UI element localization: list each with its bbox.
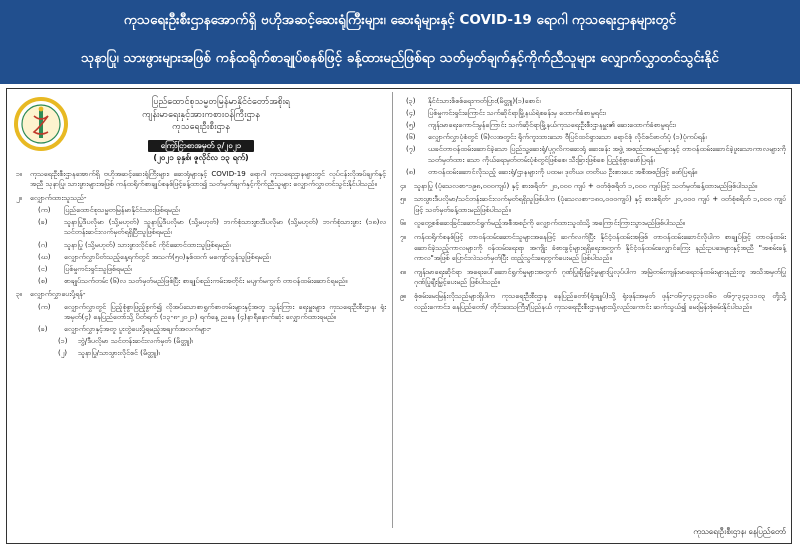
item-number: (၈) xyxy=(406,167,416,177)
headline-banner xyxy=(0,0,800,84)
item-number: (စ) xyxy=(38,275,48,285)
section-text: သူနာပြု (ပုံသေလစာ-၁၉၈,၀၀၀ကျပ်) နှင့် စားစရိတ်- ၂၀,၀၀၀ ကျပ် + ဝတ်စုံစရိတ် ၁,၀၀၀ ကျပ်ဖြင့် သတ်မှတ်ခန့်ထားမည်ဖြစ်ပါသည်။ xyxy=(414,180,758,190)
section-text: ကျန်းမာရေးဆိုင်ရာ အရေးပေါ်ဆောင်ရွက်မှုများအတွက် ဂုဏ်ပြုချီးမြှင့်မှုများပြုလုပ်ပါက အမြဲတမ်းကျန်းမာရေးဝန်ထမ်းများနည်းတူ အသိအမှတ်ပြု ဂုဏ်ပြုချီးမြှင့်ပေးမည် ဖြစ်ပါသည်။ xyxy=(414,266,786,287)
section-text: လူတွေ့စစ်ဆေးခြင်းဆောင်ရွက်မည့်အစီအစဉ်ကို လျှောက်ထားသူထံသို့ အကြောင်းကြားသွားမည်ဖြစ်ပါသည်။ xyxy=(414,218,686,228)
item-number: (ဂ) xyxy=(38,239,48,249)
section-number: ၁။ xyxy=(16,168,23,178)
item-text: လျှောက်လွှာပုံစံတွင် (၆)လအတွင်း ရိုက်ကူးထားသော ဗီပြင်ထင်ရှားသော ရောင်စုံ လိုင်စင်ဓာတ်ပုံ (၁)ပုံကပ်ရန်၊ xyxy=(428,132,707,142)
list-item xyxy=(16,324,386,335)
item-text: သူနာပြု (သို့မဟုတ်) သားဖွားလိုင်စင် ကိုင်ဆောင်ထားသူဖြစ်ရမည်၊ xyxy=(64,239,231,249)
section-text: ကန်ထရိုက်စနစ်ဖြင့် တာဝန်ထမ်းဆောင်သူများအနေဖြင့် ဆက်လက်ပြီး နိုင်ငံ့ဝန်ထမ်းအဖြစ် တာဝန်ထမ်းဆောင်လိုပါက စာချုပ်ဖြင့် တာဝန်ထမ်းဆောင်ခဲ့သည့်ကာလများကို ဝန်ထမ်းရေးရာ အကျိုး ခံစားခွင့်များရရှိရေးအတွက် နိုင်ငံ့ဝန်ထမ်းလျှောင်ကြေး နည်းဥပဒေများနှင့်အညီ "အစမ်းခန့်ကာလ"အဖြစ် ပြောင်းလဲသတ်မှတ်ပြီး ထည့်သွင်းရေတွက်ပေးမည် ဖြစ်ပါသည်။ xyxy=(414,232,786,263)
section-number: ၂။ xyxy=(16,192,22,202)
item-text: ကျန်းမာရေးကောင်းမွန်ကြောင်း သက်ဆိုင်ရာမြို့နယ်ကုသရေးဦးစီးဌာနမှူး၏ ဆေးထောက်ခံစာမူရင်း၊ xyxy=(428,120,676,130)
item-text: သူနာပြု/သားဖွားလိုင်စင် (မိတ္တူ)၊ xyxy=(78,348,160,358)
section-number: ၆။ xyxy=(400,218,407,228)
item-text: ပြစ်မှုကင်းရှင်းသူဖြစ်ရမည်၊ xyxy=(64,263,132,273)
section-1 xyxy=(16,169,386,190)
section-text: လျှောက်ထားသူသည်- xyxy=(30,192,87,202)
item-text: ယခင်တာဝန်ထမ်းဆောင်ခဲ့သော ပြည်သူ့ဆေးရုံ/ပုဂ္ဂလိကဆေးရုံ ဆေးခန်း အဖွဲ့ အစည်းအမည်များနှင့် တာဝန်ထမ်းဆောင်ခဲ့ဖူးသောကာလများကို သတ်မှတ်ထား သော ကိုယ်ရေးမှတ်တမ်းပုံစံတွင်ဖြစ်စေ၊ သီးခြားဖြစ်စေ ပြည့်စုံစွာဖော်ပြရန်၊ xyxy=(428,144,786,164)
section-7 xyxy=(400,232,786,264)
section-number: ၄။ xyxy=(400,180,407,190)
item-text: ပြည်ထောင်စုသမ္မတမြန်မာနိုင်ငံသားဖြစ်ရမည်၊ xyxy=(64,204,180,214)
item-number: (ဃ) xyxy=(38,251,51,261)
section-5 xyxy=(400,194,786,215)
list-item xyxy=(16,348,386,359)
item-text: လျှောက်လွှာပိတ်သည့်နေ့ရက်တွင် အသက်(၅၀)နှစ်ထက် မကျော်လွန်သူဖြစ်ရမည်၊ xyxy=(64,251,271,261)
list-item xyxy=(16,252,386,263)
announcement-date: (၂၀၂၁ ခုနှစ်၊ ဇူလိုင်လ ၁၃ ရက်) xyxy=(153,152,249,162)
list-item xyxy=(16,264,386,275)
list-item xyxy=(16,205,386,216)
header-ministry: ကျန်းမာရေးနှင့်အားကစားဝန်ကြီးဌာန xyxy=(142,109,260,120)
item-number: (က) xyxy=(38,204,51,214)
signature-department: ကုသရေးဦးစီးဌာန၊ နေပြည်တော် xyxy=(693,527,786,536)
item-text: သူနာပြုဒီပလိုမာ (သို့မဟုတ်) သူနာပြုဒီပလိုမာ (သို့မဟုတ်) ဘက်စုံသားဖွားဒီပလိုမာ (သို့မဟုတ်) ဘက်စုံသားဖွား (၁၈)လ သင်တန်းဆင်းလက်မှတ်ရရှိပြီးသူဖြစ်ရမည်၊ xyxy=(64,216,386,237)
section-text: လျှောက်လွှာပေးပို့ရန်- xyxy=(30,289,86,299)
item-number: (၇) xyxy=(406,144,416,154)
section-text: ကုသရေးဦးစီးဌာနအောက်ရှိ ဗဟိုအဆင့်ဆေးရုံကြီးများ၊ ဆေးရုံများနှင့် COVID-19 ရောဂါ ကုသရေးဌာနများတွင် လုပ်ငန်းလိုအပ်ချက်နှင့်အညီ သုနာပြု၊ သားဖွားများအဖြစ် ကန်ထရိုက်စာချုပ်စနစ်ဖြင့်ခန့်ထား၍ သတ်မှတ်ချက်နှင့်ကိုက်ညီသူများ လျှောက်လွှာတင်သွင်းနိုင်ပါသည်။ xyxy=(30,168,386,189)
item-text: စာချုပ်သက်တမ်း (၆)လ သတ်မှတ်မည်ဖြစ်ပြီး စာချုပ်စည်းကမ်းအတိုင်း မပျက်မကွက် တာဝန်ထမ်းဆောင်ရမည်။ xyxy=(64,275,348,285)
section-4 xyxy=(400,181,786,192)
item-text: လျှောက်လွှာတွင် ပြည့်စုံစွာဖြည့်စွက်၍ လိုအပ်သောစာရွက်စာတမ်းများနှင့်အတူ သွန်းကြား ရေးမှူးများ၊ ကုသရေးဦးစီးဌာန၊ ရုံးအမှတ်(၄) နေပြည်တော်သို့ ပိတ်ရက် (၁၃-၈-၂၀၂၁) ရက်နေ့ ညနေ (၄)နာရီနောက်ဆုံး လျှောက်ထားရမည်။ xyxy=(64,301,386,322)
item-number: (ခ) xyxy=(38,216,48,226)
list-item xyxy=(400,96,786,107)
column-divider xyxy=(392,92,393,528)
section-text: သားဖွားဒီပလိုမာ/သင်တန်းဆင်းလက်မှတ်ရရှိသူဖြစ်ပါက (ပုံသေလစာ-၁၈၀,၀၀၀ကျပ်) နှင့် စားစရိတ်- ၂၀,၀၀၀ ကျပ် + ဝတ်စုံစရိတ် ၁,၀၀၀ ကျပ်ဖြင့် သတ်မှတ်ခန့်ထားမည်ဖြစ်ပါသည်။ xyxy=(414,194,786,214)
headline-line-2: သုနာပြု၊ သားဖွားများအဖြစ် ကန်ထရိုက်စာချုပ်စနစ်ဖြင့် ခန့်ထားမည်ဖြစ်ရာ သတ်မှတ်ချက်နှင့်ကိုက်ညီသူများ လျှောက်လွှာတင်သွင်းနိုင် xyxy=(81,50,719,66)
item-text: လျှောက်လွှာနှင့်အတူ ပူးတွဲပေးပို့ရမည့်အချက်အလက်များ- xyxy=(64,324,212,334)
list-item xyxy=(16,336,386,347)
section-number: ၉။ xyxy=(400,291,407,300)
item-text: နိုင်ငံသားစိစစ်ရေးကတ်ပြား(မိတ္တူ)(၁)စောင်၊ xyxy=(428,96,541,105)
list-item xyxy=(16,240,386,251)
left-column xyxy=(16,96,386,361)
right-column xyxy=(400,96,786,314)
list-item xyxy=(400,167,786,178)
announcement-number: ကြော်ငြာစာအမှတ် ၃/၂၀၂၁ xyxy=(148,140,254,152)
section-number: ၅။ xyxy=(400,194,407,204)
item-number: (၆) xyxy=(406,132,416,142)
section-3-title xyxy=(16,289,386,300)
header-government: ပြည်ထောင်စုသမ္မတမြန်မာနိုင်ငံတော်အစိုးရ xyxy=(151,97,291,107)
section-text: စုံစမ်းမေးမြန်းလိုသည်များရှိပါက ကုသရေးဦးစီးဌာန နေပြည်တော်(ရုံးချုပ်)သို့ ရုံးဖုန်းအမှတ် ဖုန်း-၀၆၇-၃၄၃၁၀၆၀ ၀၆၇-၃၄၃၁၁၀၃ တို့သို့လည်းကောင်း၊ နေပြည်တော်/ တိုင်းဒေသကြီး/ပြည်နယ် ကုသရေးဦးစီးဌာနများသို့လည်းကောင်း ဆက်သွယ်၍ မေးမြန်းစုံစမ်းနိုင်ပါသည်။ xyxy=(414,291,786,311)
section-number: ၃။ xyxy=(16,289,23,299)
item-number: (၅) xyxy=(406,120,416,130)
item-text: ဘွဲ့/ဒီပလိုမာ သင်တန်းဆင်းလက်မှတ် (မိတ္တူ)၊ xyxy=(78,336,194,346)
headline-line-1: ကုသရေးဦးစီးဌာနအောက်ရှိ ဗဟိုအဆင့်ဆေးရုံကြီးများ၊ ဆေးရုံများနှင့် COVID-19 ရောဂါ ကုသရေးဌာနများတွင် xyxy=(123,12,677,28)
header-department: ကုသရေးဦးစီးဌာန xyxy=(172,122,230,132)
list-item xyxy=(400,108,786,119)
list-item xyxy=(16,217,386,238)
list-item xyxy=(400,120,786,131)
item-number: (၂) xyxy=(58,348,68,358)
section-number: ၈။ xyxy=(400,266,407,276)
item-number: (ခ) xyxy=(38,324,48,334)
section-6 xyxy=(400,218,786,229)
section-number: ၇။ xyxy=(400,232,407,242)
list-item xyxy=(400,132,786,143)
item-number: (က) xyxy=(38,301,51,311)
item-number: (၄) xyxy=(406,108,416,118)
item-number: (င) xyxy=(38,263,48,273)
list-item xyxy=(16,302,386,323)
section-2-title xyxy=(16,193,386,204)
section-9 xyxy=(400,291,786,312)
section-8 xyxy=(400,267,786,288)
item-text: တာဝန်ထမ်းဆောင်လိုသည့် ဆေးရုံ/ဌာနများကို ပထမ၊ ဒုတိယ၊ တတိယ ဦးစားပေး အစီအစဉ်ဖြင့် ဖော်ပြရန်။ xyxy=(428,167,698,177)
list-item xyxy=(400,144,786,165)
item-text: ပြစ်မှုကင်းရှင်းကြောင်း သက်ဆိုင်ရာမြို့နယ်ရဲစခန်းမှ ထောက်ခံစာမူရင်း၊ xyxy=(428,108,606,118)
item-number: (၃) xyxy=(406,96,416,105)
item-number: (၁) xyxy=(58,336,68,346)
list-item xyxy=(16,276,386,287)
